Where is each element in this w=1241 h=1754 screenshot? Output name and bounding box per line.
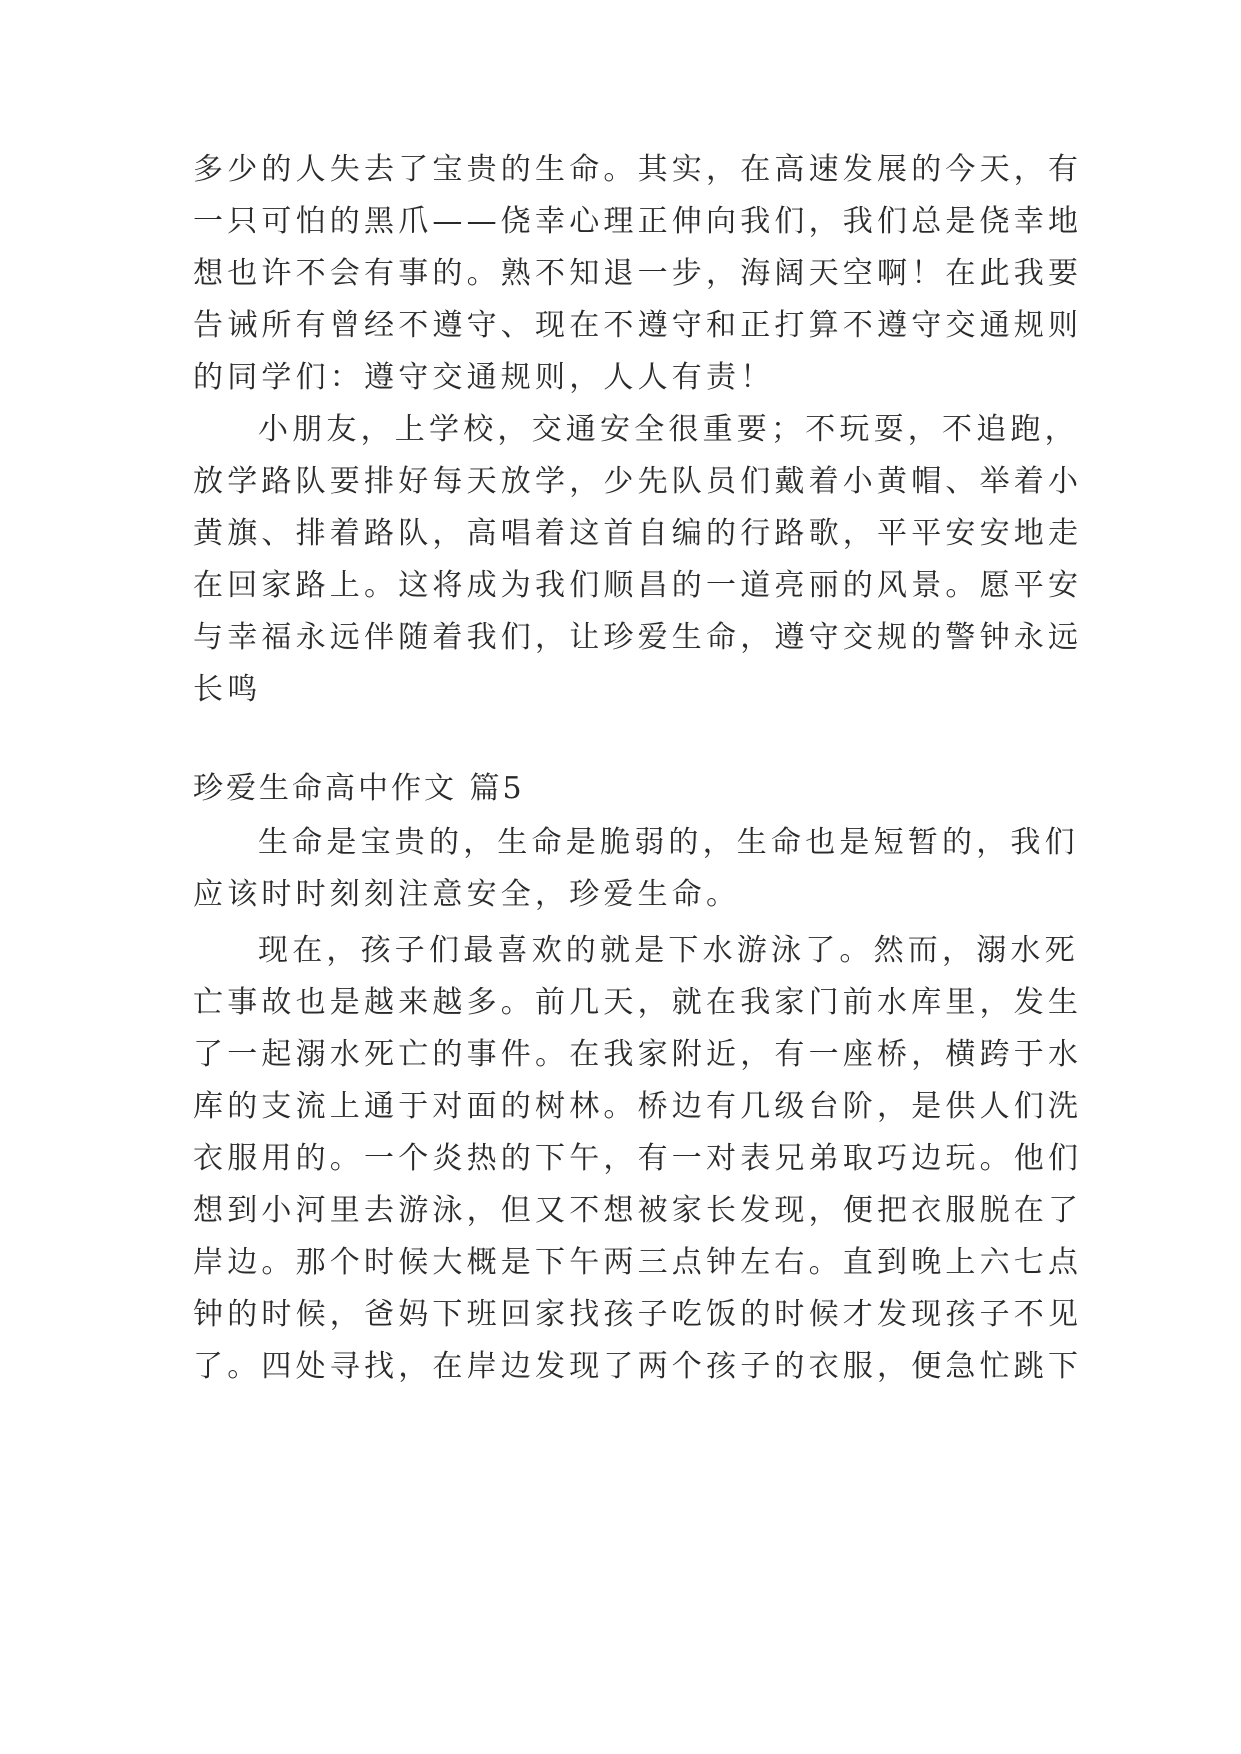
paragraph-line: 在回家路上。这将成为我们顺昌的一道亮丽的风景。愿平安 xyxy=(193,568,1083,603)
paragraph-line: 与幸福永远伴随着我们，让珍爱生命，遵守交规的警钟永远 xyxy=(193,620,1083,655)
paragraph-line: 亡事故也是越来越多。前几天，就在我家门前水库里，发生 xyxy=(193,985,1083,1020)
paragraph-line: 了一起溺水死亡的事件。在我家附近，有一座桥，横跨于水 xyxy=(193,1037,1083,1072)
paragraph-line: 岸边。那个时候大概是下午两三点钟左右。直到晚上六七点 xyxy=(193,1245,1083,1280)
paragraph-line: 想到小河里去游泳，但又不想被家长发现，便把衣服脱在了 xyxy=(193,1193,1083,1228)
paragraph-line: 告诫所有曾经不遵守、现在不遵守和正打算不遵守交通规则 xyxy=(193,308,1083,343)
paragraph-line: 现在，孩子们最喜欢的就是下水游泳了。然而，溺水死 xyxy=(258,933,1079,968)
paragraph-line: 一只可怕的黑爪——侥幸心理正伸向我们，我们总是侥幸地 xyxy=(193,204,1083,239)
paragraph-line: 长鸣 xyxy=(193,672,262,707)
paragraph-line: 放学路队要排好每天放学，少先队员们戴着小黄帽、举着小 xyxy=(193,464,1083,499)
paragraph-line: 钟的时候，爸妈下班回家找孩子吃饭的时候才发现孩子不见 xyxy=(193,1297,1083,1332)
paragraph-line: 衣服用的。一个炎热的下午，有一对表兄弟取巧边玩。他们 xyxy=(193,1141,1083,1176)
section-heading: 珍爱生命高中作文 篇5 xyxy=(193,771,525,806)
paragraph-line: 想也许不会有事的。熟不知退一步，海阔天空啊！在此我要 xyxy=(193,256,1083,291)
paragraph-line: 多少的人失去了宝贵的生命。其实，在高速发展的今天，有 xyxy=(193,152,1083,187)
paragraph-line: 应该时时刻刻注意安全，珍爱生命。 xyxy=(193,877,741,912)
paragraph-line: 生命是宝贵的，生命是脆弱的，生命也是短暂的，我们 xyxy=(258,825,1079,860)
paragraph-line: 黄旗、排着路队，高唱着这首自编的行路歌，平平安安地走 xyxy=(193,516,1083,551)
paragraph-line: 小朋友，上学校，交通安全很重要；不玩耍，不追跑， xyxy=(258,412,1079,447)
paragraph-line: 了。四处寻找，在岸边发现了两个孩子的衣服，便急忙跳下 xyxy=(193,1349,1083,1384)
paragraph-line: 的同学们：遵守交通规则，人人有责！ xyxy=(193,360,775,395)
paragraph-line: 库的支流上通于对面的树林。桥边有几级台阶，是供人们洗 xyxy=(193,1089,1083,1124)
